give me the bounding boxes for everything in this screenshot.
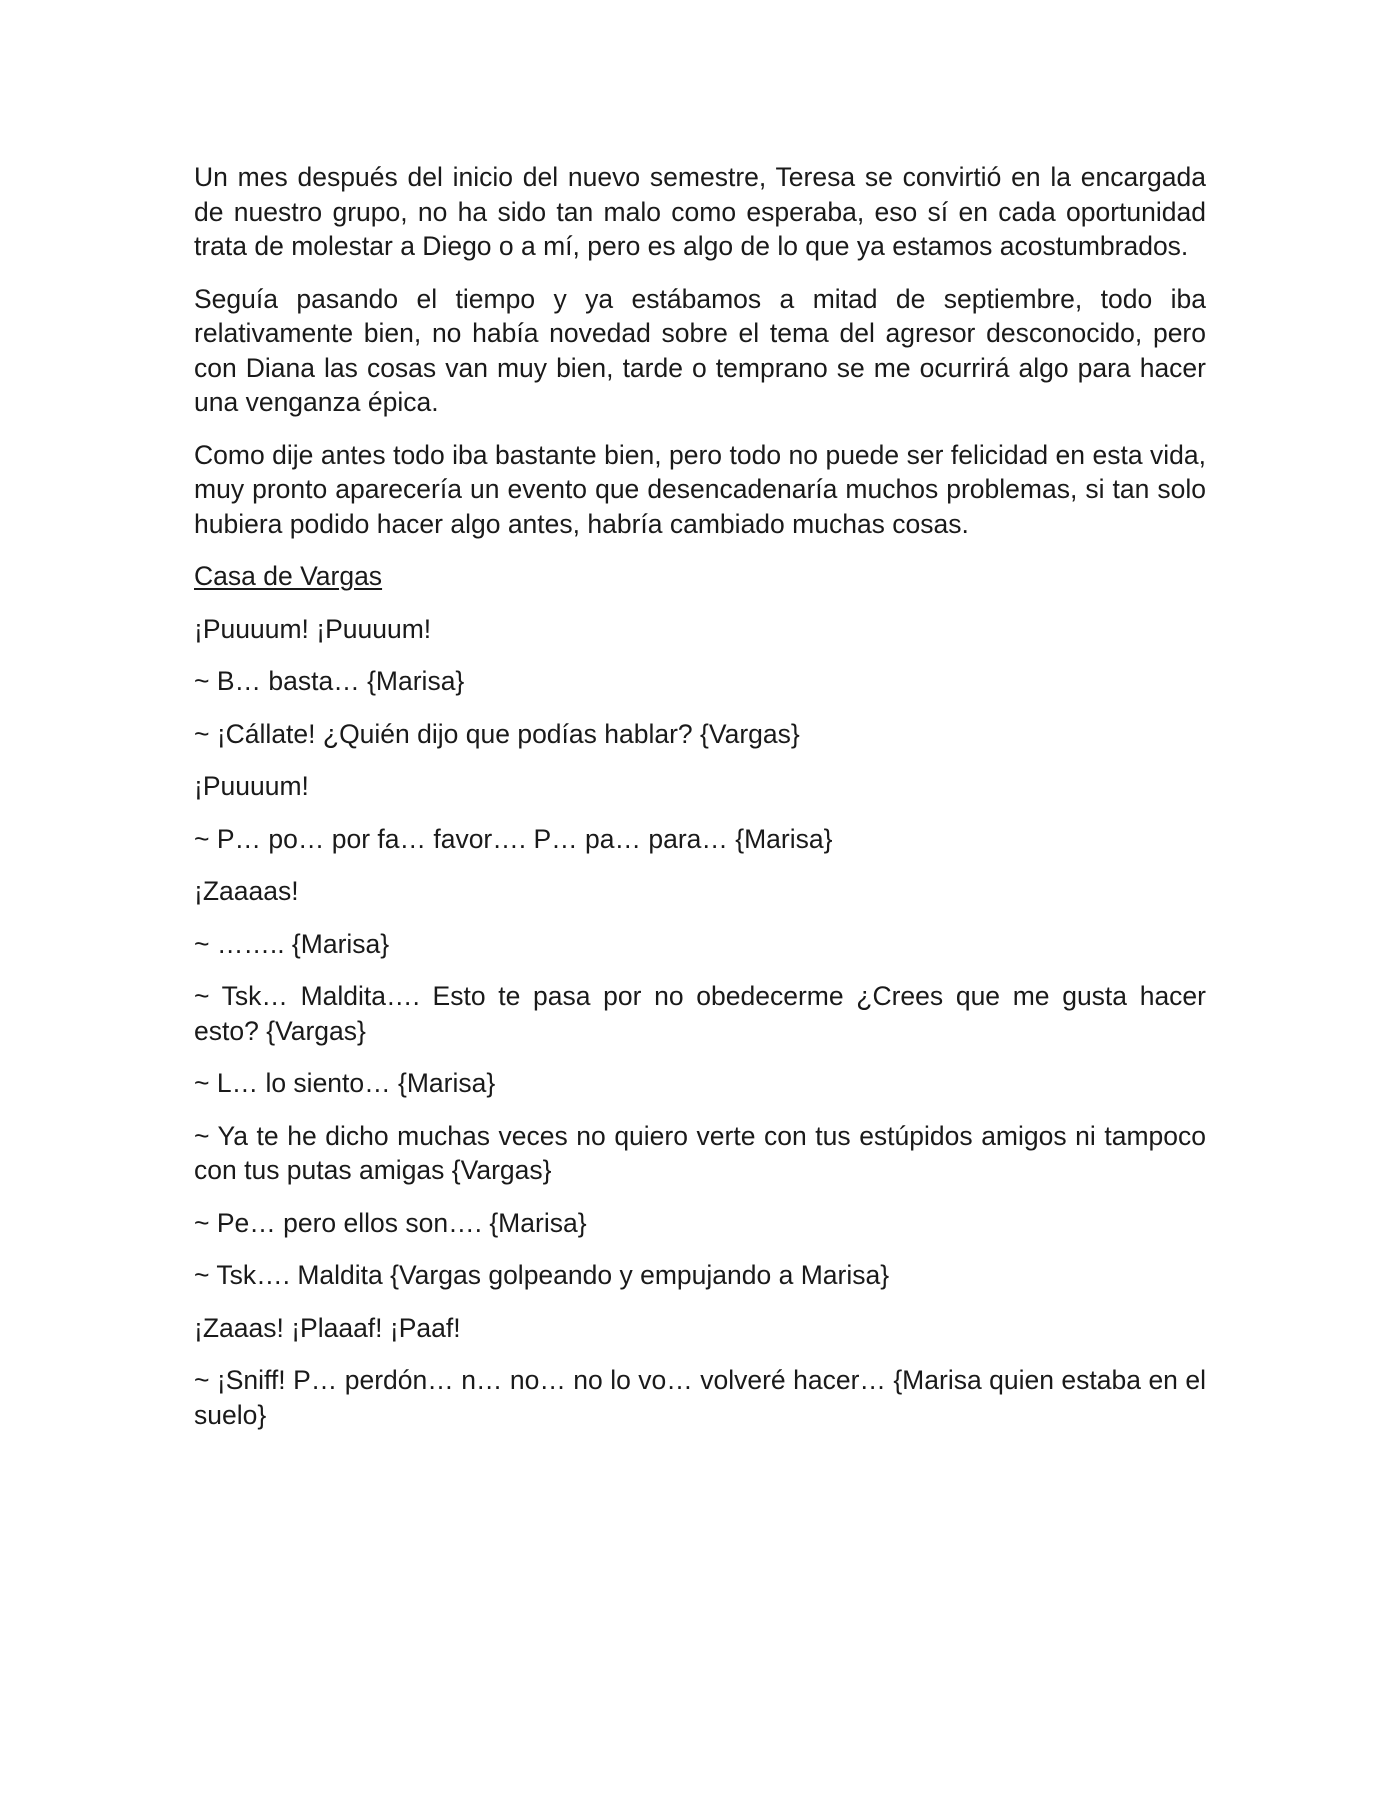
dialogue-line: ~ Ya te he dicho muchas veces no quiero verte con tus estúpidos amigos ni tampoco con tus putas amigas {Vargas}	[194, 1120, 1206, 1185]
dialogue-line: ~ Pe… pero ellos son…. {Marisa}	[194, 1207, 587, 1238]
dialogue-line: ~ Tsk…. Maldita {Vargas golpeando y empujando a Marisa}	[194, 1260, 890, 1290]
dialogue-line: ¡Zaaas! ¡Plaaaf! ¡Paaf!	[194, 1312, 461, 1343]
narrative-paragraph: Seguía pasando el tiempo y ya estábamos a mitad de septiembre, todo iba relativamente bien, no había novedad sobre el tema del agresor desconocido, pero con Diana las cosas van muy bien, tarde o temprano se me ocurrirá algo para hacer una venganza épica.	[194, 283, 1206, 417]
scene-heading: Casa de Vargas	[194, 561, 383, 591]
dialogue-line: ~ ¡Sniff! P… perdón… n… no… no lo vo… volveré hacer… {Marisa quien estaba en el suelo}	[194, 1365, 1206, 1430]
dialogue-line: ~ Tsk… Maldita…. Esto te pasa por no obedecerme ¿Crees que me gusta hacer esto? {Vargas}	[194, 981, 1206, 1046]
dialogue-line: ~ B… basta… {Marisa}	[194, 666, 465, 696]
dialogue-line: ~ P… po… por fa… favor…. P… pa… para… {Marisa}	[194, 823, 833, 854]
dialogue-line: ~ L… lo siento… {Marisa}	[194, 1068, 496, 1098]
dialogue-line: ~ …….. {Marisa}	[194, 928, 390, 959]
document-page	[194, 160, 1206, 1450]
dialogue-line: ~ ¡Cállate! ¿Quién dijo que podías hablar? {Vargas}	[194, 718, 800, 749]
dialogue-line: ¡Puuuum!	[194, 771, 309, 801]
narrative-paragraph: Como dije antes todo iba bastante bien, pero todo no puede ser felicidad en esta vida, muy pronto aparecería un evento que desencadenaría muchos problemas, si tan solo hubiera podido hacer algo antes, habría cambiado muchas cosas.	[194, 439, 1206, 539]
narrative-paragraph: Un mes después del inicio del nuevo semestre, Teresa se convirtió en la encargada de nuestro grupo, no ha sido tan malo como esperaba, eso sí en cada oportunidad trata de molestar a Diego o a mí, pero es algo de lo que ya estamos acostumbrados.	[194, 162, 1206, 261]
dialogue-line: ¡Puuuum! ¡Puuuum!	[194, 613, 432, 644]
dialogue-line: ¡Zaaaas!	[194, 876, 299, 906]
